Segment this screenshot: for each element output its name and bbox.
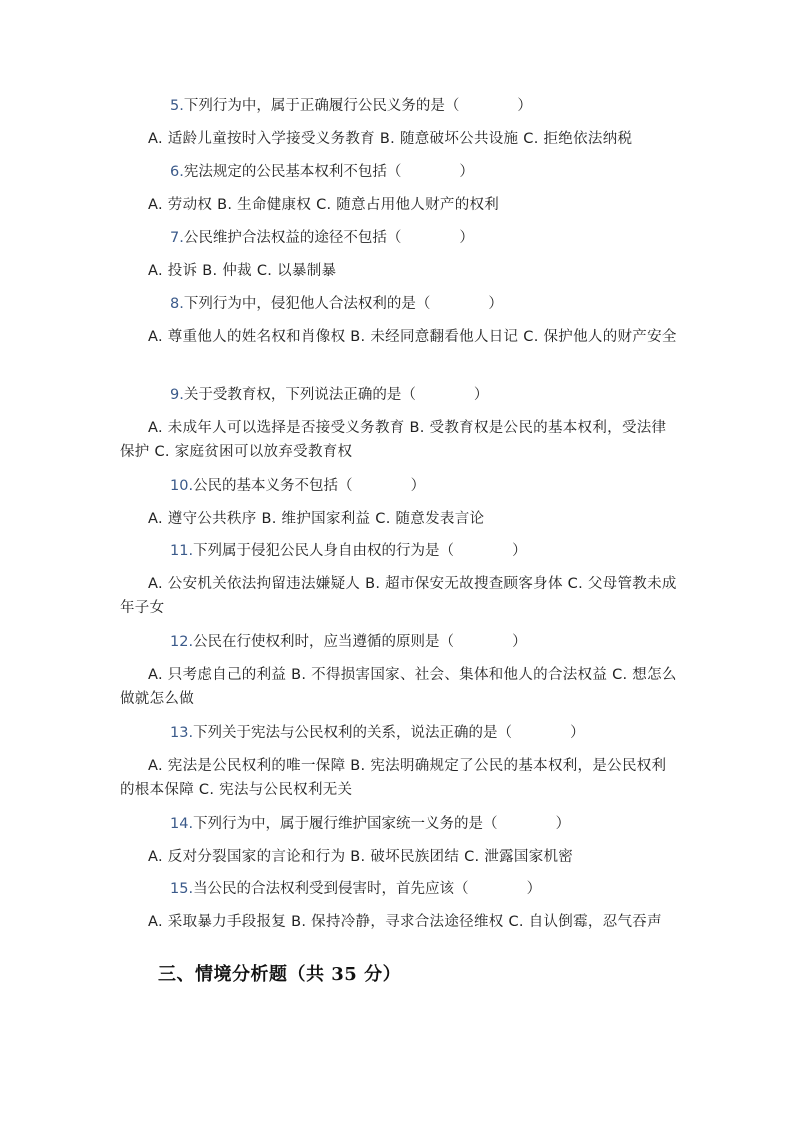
question-text: 当公民的合法权利受到侵害时，首先应该（ bbox=[193, 881, 469, 897]
answer-bracket-close: ） bbox=[459, 230, 474, 246]
answer-bracket-close: ） bbox=[459, 164, 474, 180]
options-8: A. 尊重他人的姓名权和肖像权 B. 未经同意翻看他人日记 C. 保护他人的财产安全 bbox=[148, 329, 677, 345]
question-15 bbox=[170, 879, 541, 899]
question-6 bbox=[170, 162, 474, 182]
options-9: A. 未成年人可以选择是否接受义务教育 B. 受教育权是公民的基本权利，受法律保护 C. 家庭贫困可以放弃受教育权 bbox=[120, 420, 667, 460]
question-text: 公民维护合法权益的途径不包括（ bbox=[183, 230, 402, 246]
question-number: 9. bbox=[170, 387, 184, 403]
question-text: 下列行为中，属于正确履行公民义务的是（ bbox=[183, 98, 460, 114]
answer-bracket-close: ） bbox=[473, 387, 489, 403]
answer-bracket-close: ） bbox=[517, 98, 532, 114]
options-10: A. 遵守公共秩序 B. 维护国家利益 C. 随意发表言论 bbox=[148, 511, 485, 527]
question-text: 下列行为中，属于履行维护国家统一义务的是（ bbox=[193, 816, 498, 832]
options-7: A. 投诉 B. 仲裁 C. 以暴制暴 bbox=[148, 263, 337, 279]
question-12 bbox=[170, 632, 527, 652]
options-12: A. 只考虑自己的利益 B. 不得损害国家、社会、集体和他人的合法权益 C. 想怎么做就怎么做 bbox=[120, 667, 677, 707]
options-13: A. 宪法是公民权利的唯一保障 B. 宪法明确规定了公民的基本权利，是公民权利的根本保障 C. 宪法与公民权利无关 bbox=[120, 758, 667, 798]
question-number: 14. bbox=[170, 816, 194, 832]
options-11: A. 公安机关依法拘留违法嫌疑人 B. 超市保安无故搜查顾客身体 C. 父母管教未成年子女 bbox=[120, 576, 677, 616]
question-text: 宪法规定的公民基本权利不包括（ bbox=[183, 164, 402, 180]
question-text: 下列行为中，侵犯他人合法权利的是（ bbox=[183, 296, 431, 312]
options-5: A. 适龄儿童按时入学接受义务教育 B. 随意破坏公共设施 C. 拒绝依法纳税 bbox=[148, 131, 633, 147]
question-9 bbox=[170, 385, 488, 405]
question-11 bbox=[170, 541, 527, 561]
question-number: 13. bbox=[170, 725, 194, 741]
question-text: 公民的基本义务不包括（ bbox=[193, 478, 353, 494]
question-number: 15. bbox=[170, 881, 194, 897]
question-number: 6. bbox=[170, 164, 184, 180]
answer-bracket-close: ） bbox=[570, 725, 585, 741]
question-number: 11. bbox=[170, 543, 194, 559]
question-number: 5. bbox=[170, 98, 184, 114]
answer-bracket-close: ） bbox=[410, 478, 426, 494]
question-number: 10. bbox=[170, 478, 194, 494]
question-text: 公民在行使权利时，应当遵循的原则是（ bbox=[193, 634, 455, 650]
question-text: 下列属于侵犯公民人身自由权的行为是（ bbox=[193, 543, 455, 559]
answer-bracket-close: ） bbox=[526, 881, 542, 897]
question-number: 8. bbox=[170, 296, 184, 312]
question-7 bbox=[170, 228, 474, 248]
answer-bracket-close: ） bbox=[512, 543, 527, 559]
question-text: 关于受教育权，下列说法正确的是（ bbox=[183, 387, 416, 403]
question-13 bbox=[170, 723, 585, 743]
options-14: A. 反对分裂国家的言论和行为 B. 破坏民族团结 C. 泄露国家机密 bbox=[148, 849, 574, 865]
answer-bracket-close: ） bbox=[512, 634, 527, 650]
answer-bracket-close: ） bbox=[555, 816, 571, 832]
section-heading: 三、情境分析题（共 35 分） bbox=[158, 964, 402, 985]
question-5 bbox=[170, 96, 532, 116]
question-8 bbox=[170, 294, 503, 314]
question-10 bbox=[170, 476, 425, 496]
answer-bracket-close: ） bbox=[488, 296, 503, 312]
options-15: A. 采取暴力手段报复 B. 保持冷静，寻求合法途径维权 C. 自认倒霉，忍气吞声 bbox=[148, 914, 662, 930]
question-14 bbox=[170, 814, 570, 834]
question-number: 12. bbox=[170, 634, 194, 650]
question-number: 7. bbox=[170, 230, 184, 246]
options-6: A. 劳动权 B. 生命健康权 C. 随意占用他人财产的权利 bbox=[148, 197, 500, 213]
question-text: 下列关于宪法与公民权利的关系，说法正确的是（ bbox=[193, 725, 513, 741]
